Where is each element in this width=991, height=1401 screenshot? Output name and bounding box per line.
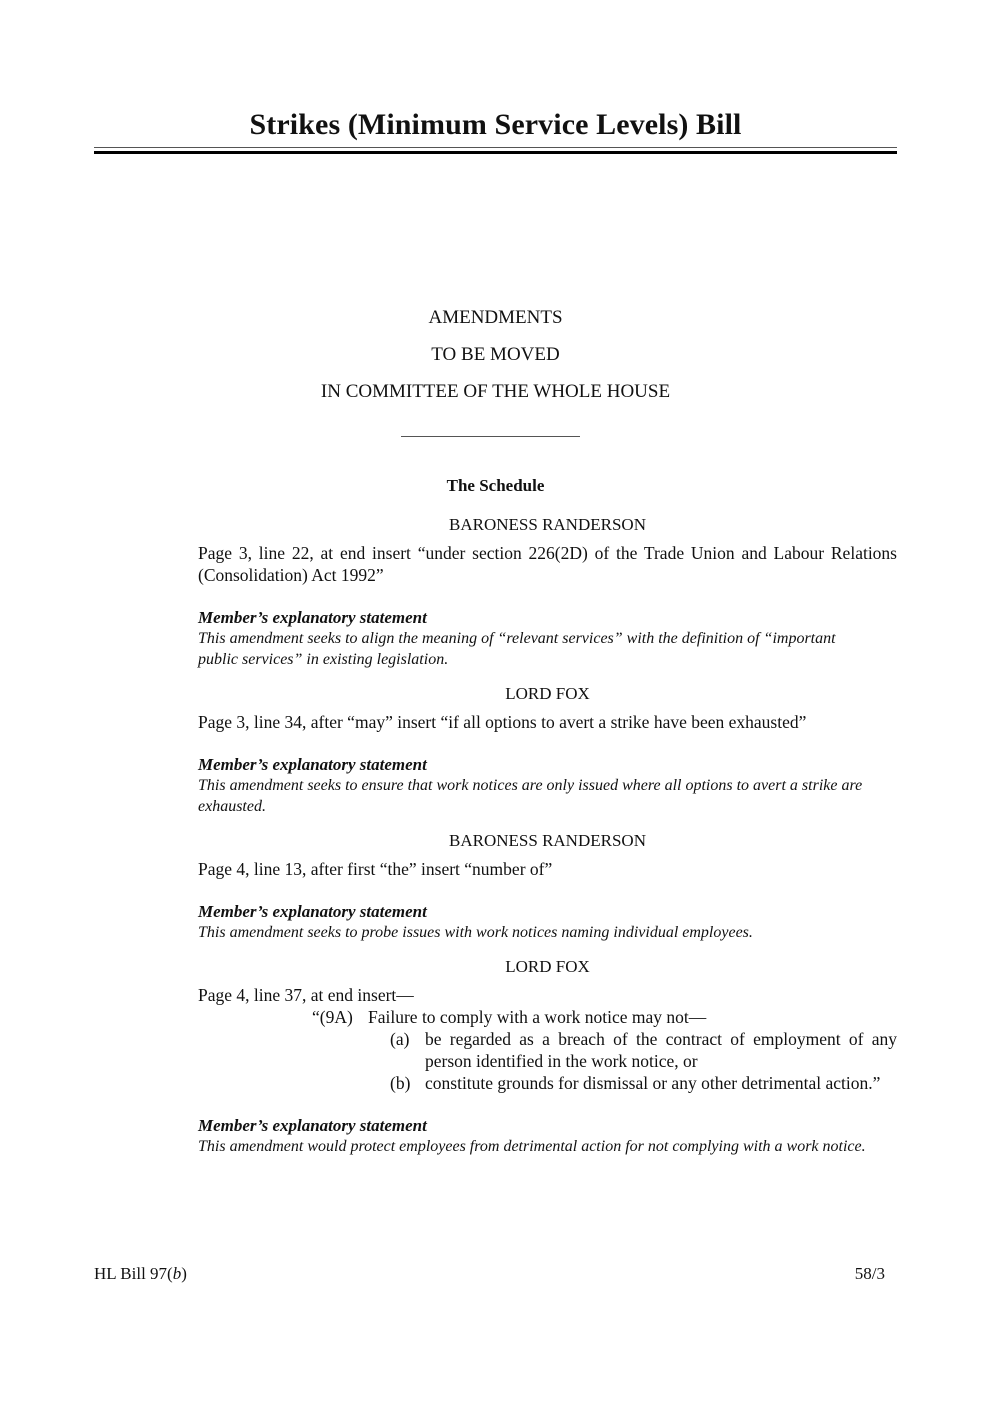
paragraph-b (198, 1072, 897, 1094)
statement-title: Member’s explanatory statement (198, 755, 427, 774)
amendment-1 (198, 514, 897, 670)
heading-amendments: AMENDMENTS (428, 307, 563, 328)
explanatory-statement (198, 901, 897, 943)
bill-ref-print: b (172, 1264, 182, 1283)
title-rule-thin (94, 147, 897, 148)
statement-text: This amendment seeks to align the meaning of “relevant services” with the definition of “important public services” in existing legislation. (198, 630, 836, 668)
paragraph-text: constitute grounds for dismissal or any other detrimental action.” (425, 1073, 881, 1093)
heading-committee: IN COMMITTEE OF THE WHOLE HOUSE (320, 381, 671, 402)
inserted-subsection (198, 1006, 897, 1094)
page-reference: 58/3 (854, 1264, 885, 1283)
statement-text: This amendment would protect employees from detrimental action for not complying with a work notice. (198, 1138, 866, 1155)
paragraph-a (198, 1028, 897, 1072)
section-divider (401, 436, 580, 437)
amendment-text: Page 4, line 37, at end insert— (198, 985, 414, 1005)
bill-title: Strikes (Minimum Service Levels) Bill (249, 108, 742, 141)
title-rule-thick (94, 151, 897, 154)
subsection-9a (198, 1006, 897, 1028)
amendment-member: LORD FOX (505, 957, 590, 976)
explanatory-statement (198, 1115, 897, 1157)
amendments-list (198, 514, 897, 1170)
subsection-text: Failure to comply with a work notice may not— (368, 1007, 707, 1027)
amendment-member: BARONESS RANDERSON (449, 515, 646, 534)
amendment-text: Page 3, line 22, at end insert “under section 226(2D) of the Trade Union and Labour Relations (Consolidation) Act 1992” (198, 543, 897, 585)
amendment-member: BARONESS RANDERSON (449, 831, 646, 850)
statement-title: Member’s explanatory statement (198, 1116, 427, 1135)
amendment-2 (198, 683, 897, 817)
amendment-text: Page 4, line 13, after first “the” insert “number of” (198, 859, 553, 879)
subsection-label: “(9A) (312, 1007, 353, 1027)
bill-reference (94, 1263, 187, 1285)
statement-text: This amendment seeks to ensure that work notices are only issued where all options to avert a strike are exhausted. (198, 777, 863, 815)
explanatory-statement (198, 754, 897, 817)
statement-title: Member’s explanatory statement (198, 902, 427, 921)
paragraph-label: (a) (390, 1029, 410, 1049)
bill-ref-prefix: HL Bill 97( (94, 1264, 173, 1283)
section-heading: The Schedule (446, 476, 545, 495)
bill-ref-suffix: ) (181, 1264, 187, 1283)
statement-text: This amendment seeks to probe issues with work notices naming individual employees. (198, 924, 753, 941)
amendment-text: Page 3, line 34, after “may” insert “if all options to avert a strike have been exhausted” (198, 712, 807, 732)
statement-title: Member’s explanatory statement (198, 608, 427, 627)
explanatory-statement (198, 607, 897, 670)
paragraph-text: be regarded as a breach of the contract of employment of any person identified in the work notice, or (425, 1029, 897, 1071)
amendment-member: LORD FOX (505, 684, 590, 703)
amendment-3 (198, 830, 897, 943)
paragraph-label: (b) (390, 1073, 411, 1093)
heading-to-be-moved: TO BE MOVED (431, 344, 560, 365)
amendment-4 (198, 956, 897, 1157)
